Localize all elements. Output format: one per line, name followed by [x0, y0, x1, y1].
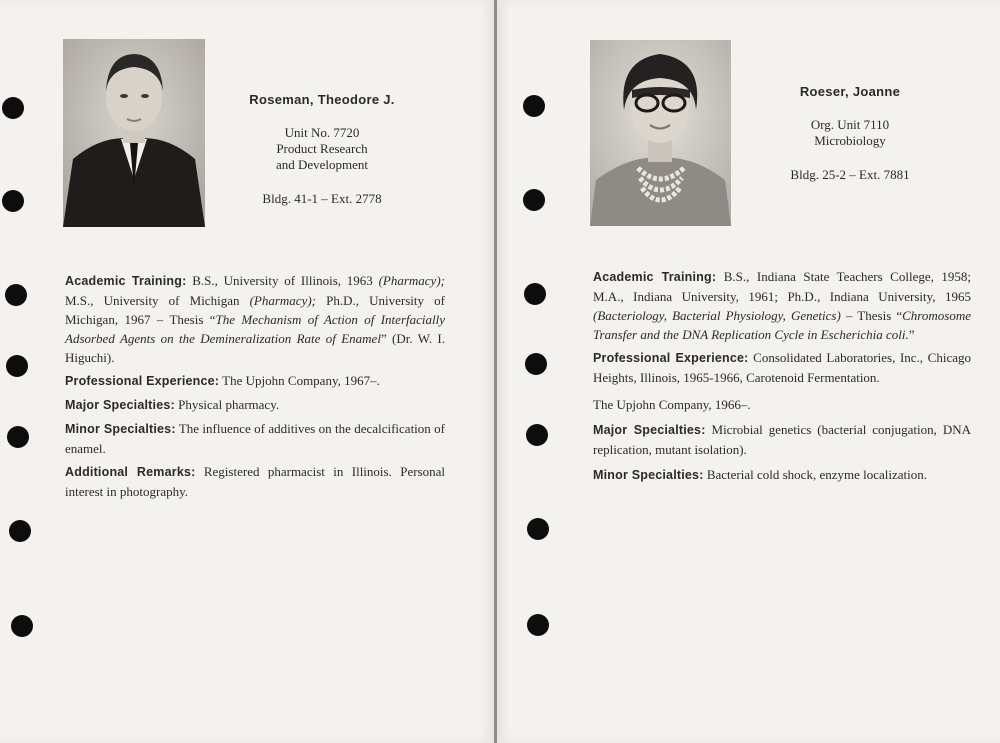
major-specialties-text: Physical pharmacy. [174, 397, 280, 412]
minor-specialties-text: The influence of additives on the decalcification of enamel. [65, 421, 445, 456]
professional-experience-label: Professional Experience: [593, 351, 749, 365]
portrait-photo [590, 40, 731, 226]
additional-remarks-label: Additional Remarks: [65, 465, 196, 479]
person-name: Roeser, Joanne [799, 84, 901, 99]
binder-hole [523, 189, 545, 211]
professional-experience-label: Professional Experience: [65, 374, 220, 388]
person-name: Roseman, Theodore J. [249, 92, 395, 107]
binder-hole [7, 426, 29, 448]
academic-text-run: (Bacteriology, Bacterial Physiology, Genetics) [593, 308, 841, 323]
entry-header [755, 84, 945, 183]
entry-body [65, 271, 445, 505]
academic-training-label: Academic Training: [65, 274, 187, 288]
unit-line: Unit No. 7720 [284, 125, 360, 140]
binder-hole [5, 284, 27, 306]
additional-remarks [65, 462, 445, 501]
major-specialties-label: Major Specialties: [65, 398, 175, 412]
academic-text-run: Chromosome Transfer and the DNA Replication Cycle in Escherichia coli. [593, 308, 971, 342]
minor-specialties [593, 465, 971, 485]
entry-body [593, 267, 971, 489]
professional-experience [65, 371, 445, 391]
academic-training [65, 271, 445, 367]
building-extension: Bldg. 41-1 – Ext. 2778 [262, 191, 382, 206]
professional-experience [593, 348, 971, 387]
academic-text-run: – Thesis “ [840, 308, 903, 323]
binder-hole [527, 614, 549, 636]
major-specialties-label: Major Specialties: [593, 423, 706, 437]
academic-text-run: ” [908, 327, 915, 342]
additional-remarks-text: Registered pharmacist in Illinois. Personal interest in photography. [65, 464, 445, 499]
binder-hole [11, 615, 33, 637]
academic-training-label: Academic Training: [593, 270, 717, 284]
academic-text-run: Ph.D., University of Michigan, 1967 – Thesis “ [65, 293, 445, 327]
portrait-photo [63, 39, 205, 227]
academic-text-run: B.S., Indiana State Teachers College, 1958; M.A., Indiana University, 1961; Ph.D., Indiana University, 1965 [593, 269, 971, 304]
professional-experience-text: The Upjohn Company, 1967–. [219, 373, 380, 388]
academic-text-run: ” (Dr. W. I. Higuchi). [65, 331, 445, 365]
building-extension: Bldg. 25-2 – Ext. 7881 [790, 167, 910, 182]
binder-hole [527, 518, 549, 540]
academic-training [593, 267, 971, 344]
left-page [0, 0, 494, 743]
minor-specialties-label: Minor Specialties: [65, 422, 176, 436]
academic-text-run: B.S., University of Illinois, 1963 [186, 273, 379, 288]
binder-hole [523, 95, 545, 117]
unit-line: Org. Unit 7110 [810, 117, 890, 132]
right-page [497, 0, 1000, 743]
major-specialties [65, 395, 445, 415]
academic-text-run: (Pharmacy); [249, 293, 317, 308]
unit-line: Product Research [276, 141, 368, 156]
binder-hole [524, 283, 546, 305]
unit-line: and Development [275, 157, 369, 172]
professional-experience-text: Consolidated Laboratories, Inc., Chicago Heights, Illinois, 1965-1966, Carotenoid Fermentation. [593, 350, 971, 385]
binder-hole [9, 520, 31, 542]
unit-line: Microbiology [814, 133, 886, 148]
minor-specialties-text: Bacterial cold shock, enzyme localization. [703, 467, 928, 482]
academic-text-run: (Pharmacy); [378, 273, 445, 288]
academic-text-run: The Mechanism of Action of Interfacially Adsorbed Agents on the Demineralization Rate of Enamel [65, 312, 445, 346]
minor-specialties-label: Minor Specialties: [593, 468, 704, 482]
entry-header [232, 92, 412, 207]
binder-hole [6, 355, 28, 377]
major-specialties [593, 420, 971, 459]
upjohn-experience: The Upjohn Company, 1966–. [593, 397, 751, 412]
binder-hole [2, 190, 24, 212]
binder-hole [2, 97, 24, 119]
binder-hole [526, 424, 548, 446]
major-specialties-text: Microbial genetics (bacterial conjugation, DNA replication, mutant isolation). [593, 422, 971, 457]
academic-text-run: M.S., University of Michigan [65, 293, 250, 308]
minor-specialties [65, 419, 445, 458]
binder-hole [525, 353, 547, 375]
